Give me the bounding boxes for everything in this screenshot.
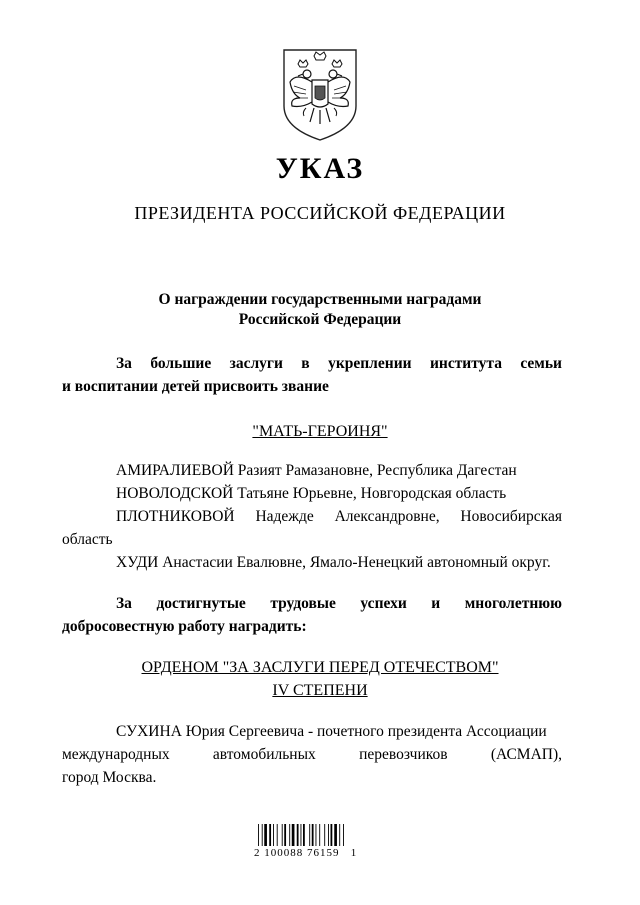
section2-award (0, 656, 640, 702)
person-list (62, 459, 562, 574)
person-item: АМИРАЛИЕВОЙ Разият Рамазановне, Республика Дагестан (116, 462, 517, 479)
heading-line-2: Российской Федерации (238, 311, 402, 328)
person-item: НОВОЛОДСКОЙ Татьяне Юрьевне, Новгородская область (116, 485, 507, 502)
barcode-number: 2 100088 76159 1 (254, 847, 358, 859)
person-item: ПЛОТНИКОВОЙ Надежде Александровне, Новосибирская (116, 508, 562, 525)
heading-line-1: О награждении государственными наградами (158, 291, 482, 308)
decree-title: УКАЗ (275, 152, 365, 185)
person-item-continuation: область (62, 531, 113, 548)
section2-person (62, 720, 562, 789)
coat-of-arms-icon (276, 46, 364, 142)
person-line-1: СУХИНА Юрия Сергеевича - почетного президента Ассоциации (116, 723, 547, 740)
decree-heading (80, 290, 560, 330)
section1-award (0, 420, 640, 443)
section1-intro (62, 352, 562, 398)
section2-intro (62, 592, 562, 638)
section1-intro-line-1: За большие заслуги в укреплении института семьи (116, 355, 562, 372)
award-mother-heroine: "МАТЬ-ГЕРОИНЯ" (252, 423, 388, 440)
person-line-3: город Москва. (62, 769, 157, 786)
person-item: ХУДИ Анастасии Евалювне, Ямало-Ненецкий автономный округ. (116, 554, 551, 571)
award-order-line-2: IV СТЕПЕНИ (272, 682, 368, 699)
section2-intro-line-1: За достигнутые трудовые успехи и многолетнюю (116, 595, 562, 612)
person-line-2: международных автомобильных перевозчиков (АСМАП), (62, 746, 562, 763)
award-order-line-1: ОРДЕНОМ "ЗА ЗАСЛУГИ ПЕРЕД ОТЕЧЕСТВОМ" (141, 659, 499, 676)
section2-intro-line-2: добросовестную работу наградить: (62, 618, 307, 635)
section1-intro-line-2: и воспитании детей присвоить звание (62, 378, 329, 395)
decree-subtitle: ПРЕЗИДЕНТА РОССИЙСКОЙ ФЕДЕРАЦИИ (134, 203, 506, 223)
